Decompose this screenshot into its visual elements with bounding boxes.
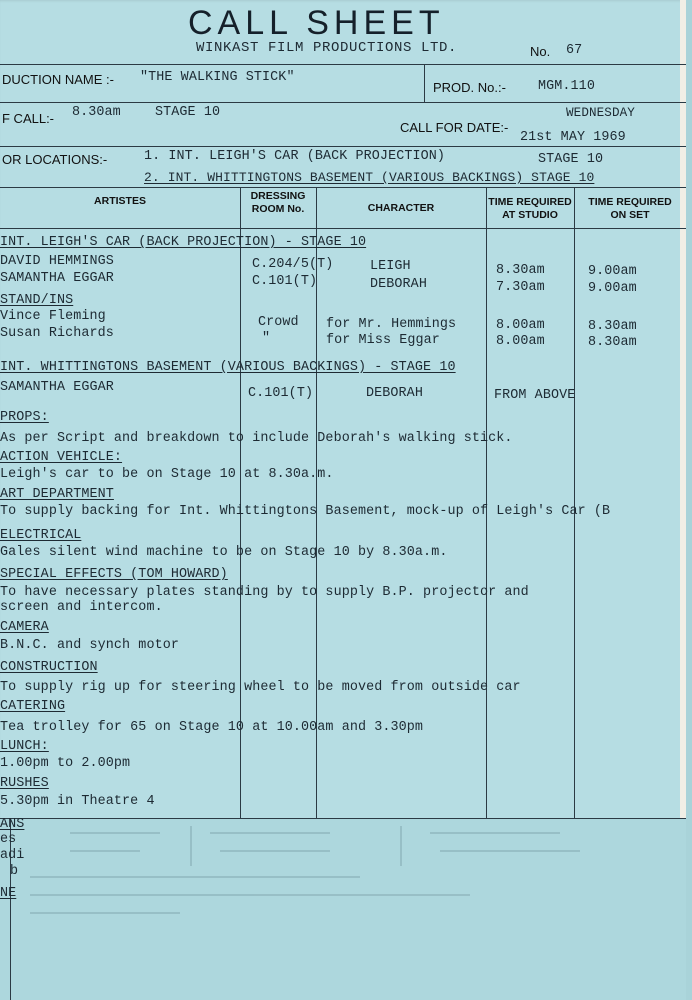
prod-no-value: MGM.110: [538, 79, 595, 94]
col-header-dressing-room: DRESSING ROOM No.: [250, 190, 306, 215]
note-heading: RUSHES: [0, 776, 49, 791]
note-text: As per Script and breakdown to include Deborah's walking stick.: [0, 431, 513, 446]
character-name: for Miss Eggar: [326, 333, 440, 348]
note-text: To supply rig up for steering wheel to be moved from outside car: [0, 680, 521, 695]
divider: [0, 146, 686, 147]
sheet-number-value: 67: [566, 43, 583, 58]
call-time: 8.30am: [72, 105, 121, 120]
dressing-room: Crowd: [258, 315, 299, 330]
column-line: [486, 187, 487, 818]
location-1-stage: STAGE 10: [538, 152, 604, 167]
call-day: WEDNESDAY: [566, 106, 635, 120]
note-text: B.N.C. and synch motor: [0, 638, 179, 653]
time-at-studio: 8.00am: [496, 334, 545, 349]
section-heading: INT. WHITTINGTONS BASEMENT (VARIOUS BACKINGS) - STAGE 10: [0, 360, 456, 375]
divider: [0, 187, 686, 188]
note-text: Tea trolley for 65 on Stage 10 at 10.00am and 3.30pm: [0, 720, 424, 735]
character-name: DEBORAH: [366, 386, 423, 401]
divider: [0, 102, 686, 103]
note-text: Leigh's car to be on Stage 10 at 8.30a.m.: [0, 467, 334, 482]
divider: [424, 64, 425, 102]
note-heading: PROPS:: [0, 410, 49, 425]
prod-no-label: PROD. No.:-: [433, 80, 506, 95]
note-text: 1.00pm to 2.00pm: [0, 756, 131, 771]
section-heading: STAND/INS: [0, 293, 74, 308]
note-heading: LUNCH:: [0, 739, 49, 754]
note-heading: CAMERA: [0, 620, 49, 635]
note-heading: CATERING: [0, 699, 66, 714]
footer-fragment: b: [10, 864, 19, 879]
location-1: 1. INT. LEIGH'S CAR (BACK PROJECTION): [144, 149, 446, 164]
artiste-name: DAVID HEMMINGS: [0, 254, 114, 269]
note-heading: SPECIAL EFFECTS (TOM HOWARD): [0, 567, 228, 582]
time-at-studio: FROM ABOVE: [494, 388, 576, 403]
time-at-studio: 8.30am: [496, 263, 545, 278]
footer-fragment: ANS: [0, 817, 25, 832]
time-at-studio: 7.30am: [496, 280, 545, 295]
note-text: Gales silent wind machine to be on Stage 10 by 8.30a.m.: [0, 545, 448, 560]
production-name-label: DUCTION NAME :-: [2, 72, 114, 87]
section-heading: INT. LEIGH'S CAR (BACK PROJECTION) - STAGE 10: [0, 235, 367, 250]
note-text: 5.30pm in Theatre 4: [0, 794, 155, 809]
production-name-value: "THE WALKING STICK": [140, 70, 295, 85]
note-heading: ELECTRICAL: [0, 528, 82, 543]
artiste-name: SAMANTHA EGGAR: [0, 380, 114, 395]
time-on-set: 9.00am: [588, 281, 637, 296]
time-on-set: 9.00am: [588, 264, 637, 279]
artiste-name: Vince Fleming: [0, 309, 106, 324]
sheet-number-label: No.: [530, 44, 551, 59]
divider: [0, 228, 686, 229]
character-name: LEIGH: [370, 259, 411, 274]
dressing-room: C.101(T): [252, 274, 318, 289]
dressing-room: C.204/5(T): [252, 257, 334, 272]
character-name: for Mr. Hemmings: [326, 317, 457, 332]
time-on-set: 8.30am: [588, 335, 637, 350]
footer-fragment: adi: [0, 848, 25, 863]
divider: [0, 64, 686, 65]
time-at-studio: 8.00am: [496, 318, 545, 333]
footer-fragment: es: [0, 832, 17, 847]
col-header-time-set: TIME REQUIRED ON SET: [588, 196, 672, 221]
call-label: F CALL:-: [2, 111, 55, 126]
column-line: [574, 187, 575, 818]
company-name: WINKAST FILM PRODUCTIONS LTD.: [196, 40, 458, 56]
page-title: CALL SHEET: [188, 4, 445, 42]
note-text: To supply backing for Int. Whittingtons Basement, mock-up of Leigh's Car (B: [0, 504, 611, 519]
col-header-artistes: ARTISTES: [94, 195, 146, 207]
note-heading: CONSTRUCTION: [0, 660, 98, 675]
show-through-marks: [30, 826, 670, 946]
location-2: 2. INT. WHITTINGTONS BASEMENT (VARIOUS BACKINGS) STAGE 10: [144, 170, 595, 185]
note-heading: ART DEPARTMENT: [0, 487, 114, 502]
note-text: To have necessary plates standing by to supply B.P. projector and: [0, 585, 529, 600]
time-on-set: 8.30am: [588, 319, 637, 334]
artiste-name: SAMANTHA EGGAR: [0, 271, 114, 286]
call-date-label: CALL FOR DATE:-: [400, 120, 509, 135]
footer-fragment: NE: [0, 886, 17, 901]
col-header-character: CHARACTER: [367, 202, 435, 214]
note-heading: ACTION VEHICLE:: [0, 450, 123, 465]
dressing-room: C.101(T): [248, 386, 314, 401]
dressing-room: ": [262, 331, 271, 346]
character-name: DEBORAH: [370, 277, 427, 292]
call-stage: STAGE 10: [155, 105, 221, 120]
call-date: 21st MAY 1969: [520, 130, 626, 145]
note-text: screen and intercom.: [0, 600, 163, 615]
locations-label: OR LOCATIONS:-: [2, 152, 108, 167]
col-header-time-studio: TIME REQUIRED AT STUDIO: [488, 196, 572, 221]
artiste-name: Susan Richards: [0, 326, 114, 341]
divider: [0, 818, 686, 819]
